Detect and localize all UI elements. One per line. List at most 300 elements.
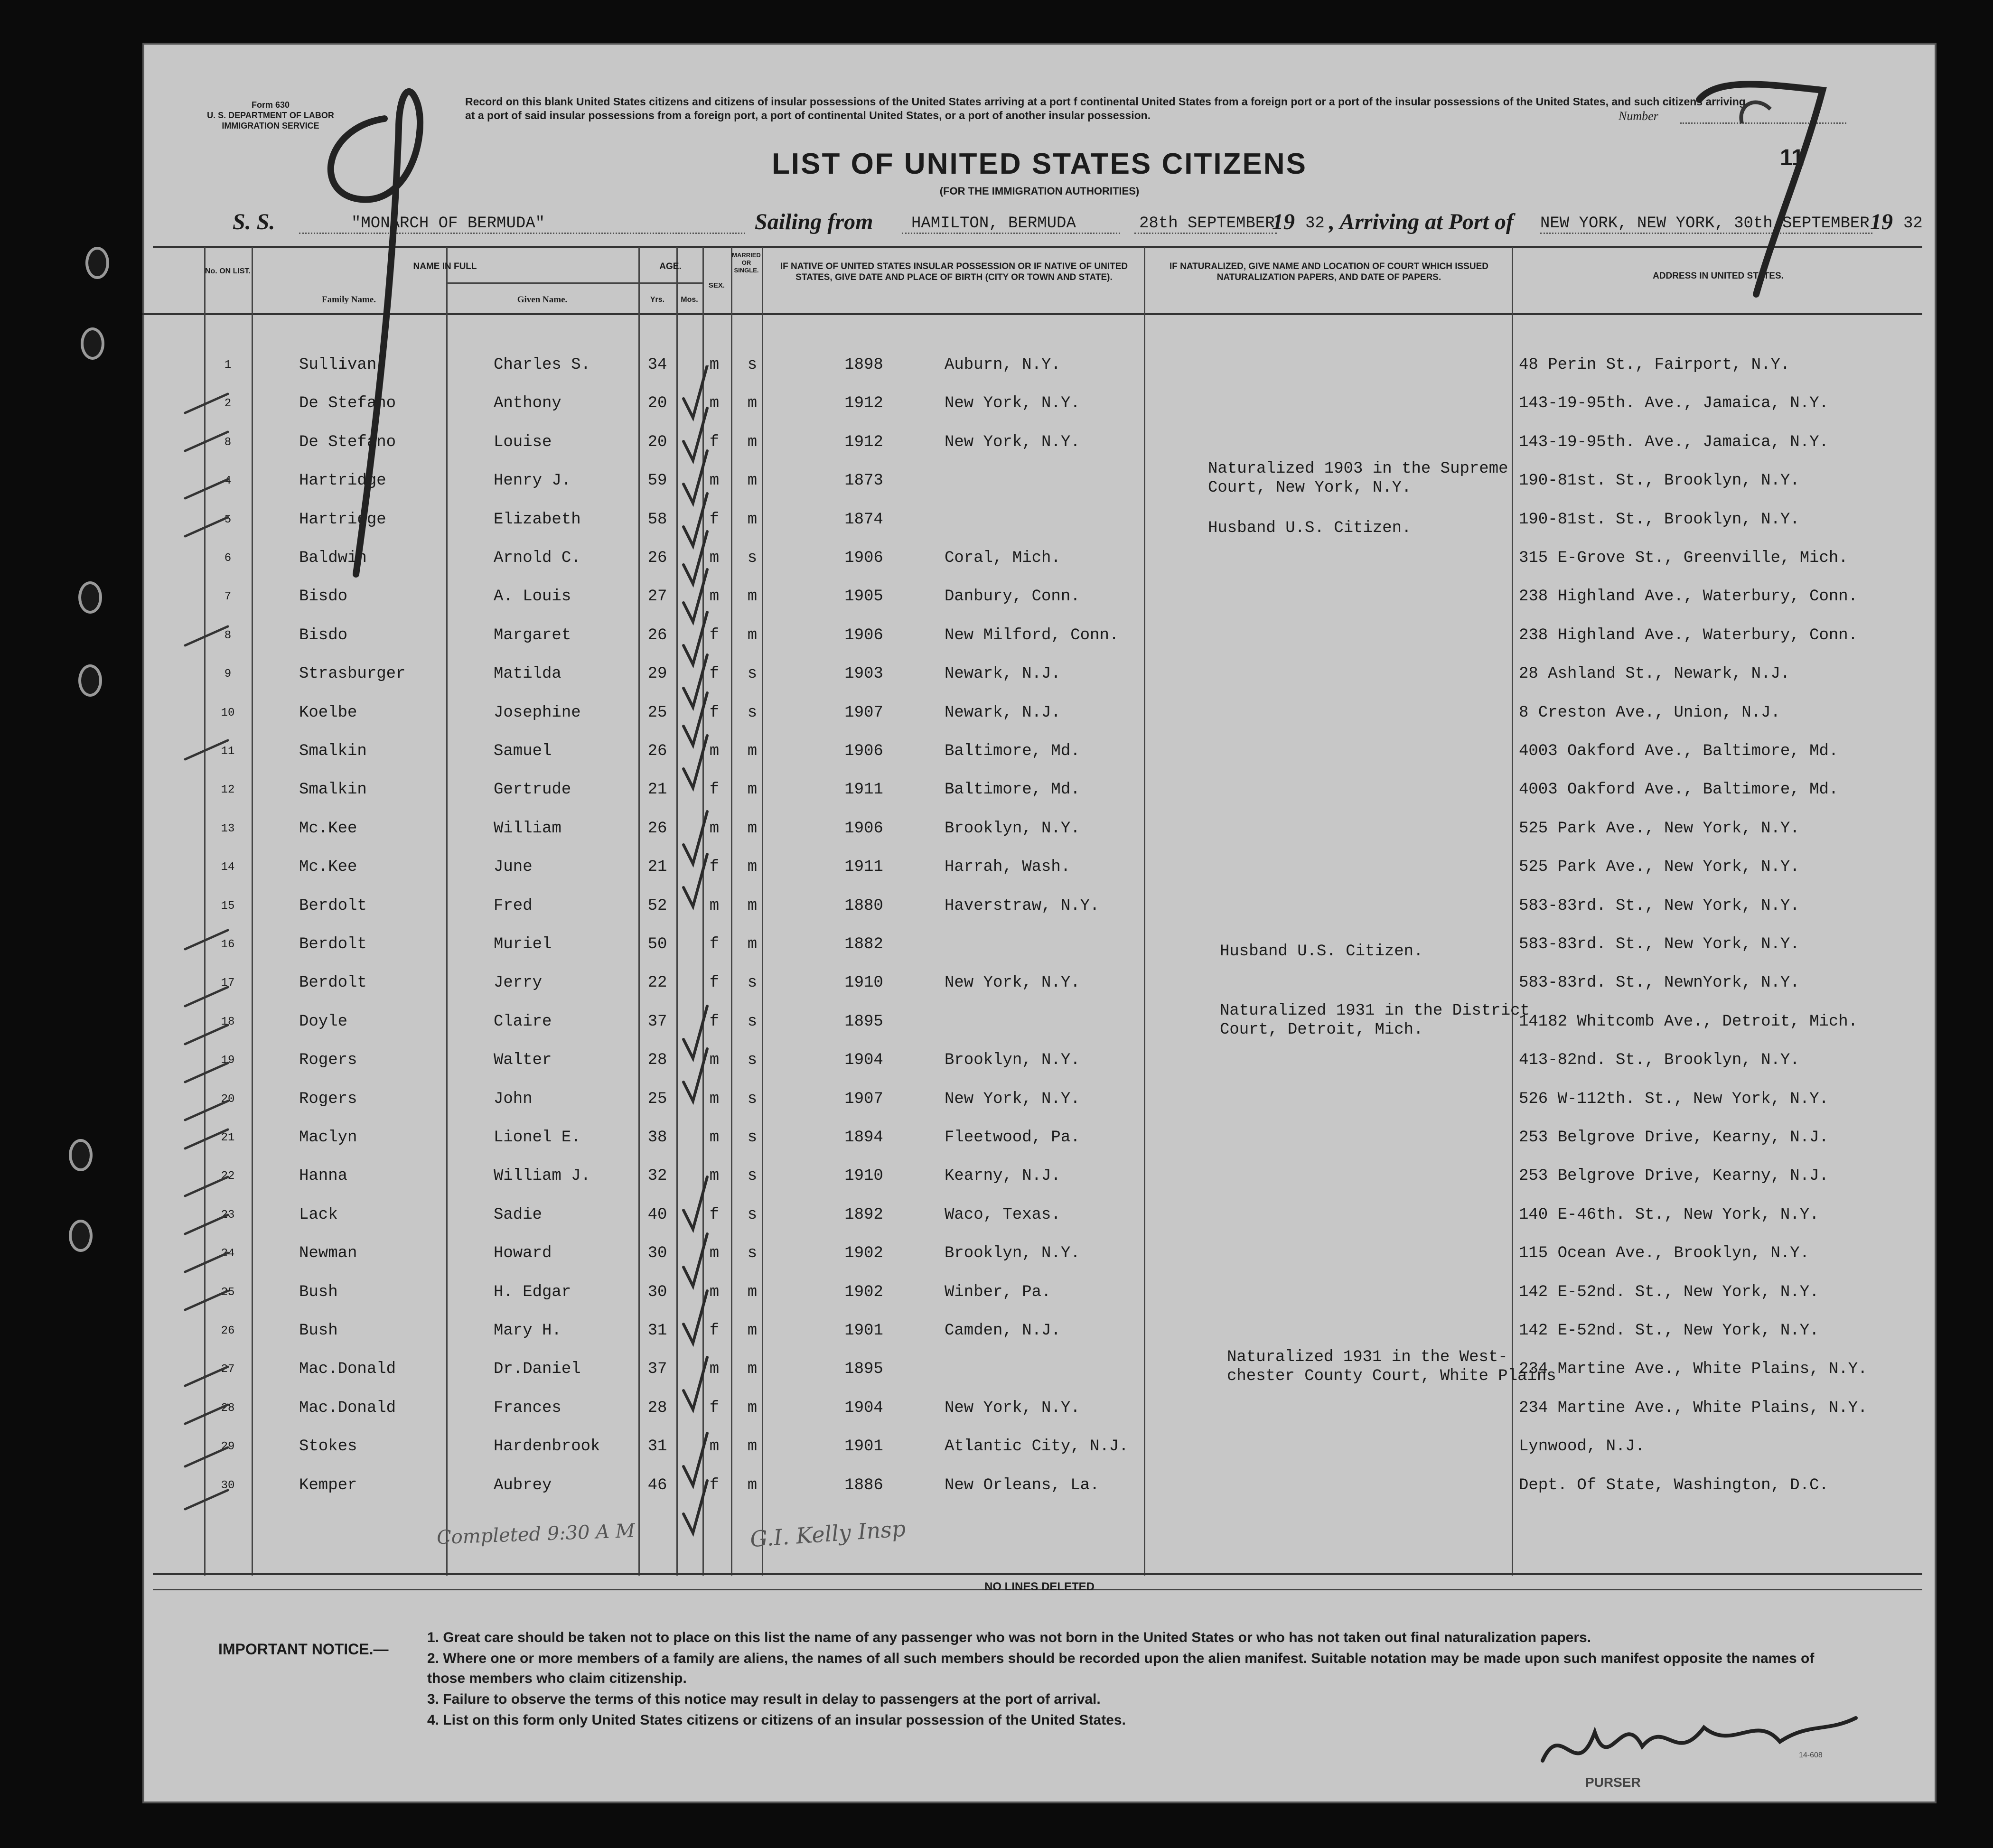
age-years: 30: [647, 1283, 667, 1301]
sailing-from-label: Sailing from: [755, 209, 873, 234]
table-row: [142, 897, 1937, 935]
age-years: 26: [647, 742, 667, 760]
age-years: 59: [647, 472, 667, 490]
sex: f: [709, 703, 720, 722]
sex: f: [709, 1322, 720, 1340]
birth-place: Newark, N.J.: [945, 703, 1061, 722]
family-name: Smalkin: [299, 781, 367, 799]
list-number: 6: [224, 552, 232, 565]
marital-status: s: [747, 1090, 758, 1108]
family-name: Sullivan: [299, 356, 377, 374]
birth-year: 1874: [844, 510, 883, 529]
birth-place: Brooklyn, N.Y.: [945, 819, 1080, 838]
no-lines-deleted: NO LINES DELETED: [984, 1580, 1095, 1593]
age-years: 21: [647, 781, 667, 799]
marital-status: s: [747, 1012, 758, 1031]
sex: m: [709, 1051, 720, 1070]
marital-status: m: [747, 1476, 758, 1494]
family-name: Hanna: [299, 1167, 348, 1185]
given-name: Claire: [494, 1012, 552, 1031]
margin-ticks: [171, 342, 247, 1576]
family-name: Baldwin: [299, 549, 367, 567]
list-number: 7: [224, 590, 232, 604]
us-address: 190-81st. St., Brooklyn, N.Y.: [1519, 510, 1800, 529]
age-years: 28: [647, 1399, 667, 1417]
sex: f: [709, 1205, 720, 1224]
given-name: William: [494, 819, 561, 838]
age-years: 40: [647, 1205, 667, 1224]
list-number: 1: [224, 359, 232, 372]
handwritten-seven: [1680, 57, 1880, 304]
birth-place: New Milford, Conn.: [945, 626, 1119, 644]
family-name: De Stefano: [299, 394, 396, 413]
birth-place: Newark, N.J.: [945, 665, 1061, 683]
age-years: 28: [647, 1051, 667, 1070]
header-list-number: No. ON LIST.: [205, 267, 251, 275]
us-address: 583-83rd. St., New York, N.Y.: [1519, 935, 1800, 953]
sex: m: [709, 1244, 720, 1263]
us-address: Dept. Of State, Washington, D.C.: [1519, 1476, 1829, 1494]
table-row: [142, 1476, 1937, 1514]
sex: f: [709, 433, 720, 451]
birth-place: Haverstraw, N.Y.: [945, 896, 1100, 915]
sailing-year: 32: [1305, 215, 1325, 233]
birth-year: 1906: [844, 626, 883, 644]
sex: m: [709, 1167, 720, 1185]
marital-status: m: [747, 433, 758, 451]
birth-place: Brooklyn, N.Y.: [945, 1244, 1080, 1263]
table-row: [142, 1051, 1937, 1089]
sex: m: [709, 1360, 720, 1379]
sex: f: [709, 1476, 720, 1494]
table-row: [142, 1090, 1937, 1128]
birth-year: 1911: [844, 858, 883, 877]
birth-place: Atlantic City, N.J.: [945, 1437, 1129, 1456]
punch-hole: [69, 1220, 93, 1252]
sex: f: [709, 974, 720, 992]
age-years: 26: [647, 549, 667, 567]
list-number: 27: [221, 1363, 235, 1376]
us-address: 142 E-52nd. St., New York, N.Y.: [1519, 1322, 1819, 1340]
given-name: June: [494, 858, 533, 877]
family-name: Mac.Donald: [299, 1360, 396, 1379]
punch-hole: [85, 247, 109, 279]
birth-year: 1880: [844, 896, 883, 915]
purser-signature: [1533, 1689, 1865, 1784]
family-name: Maclyn: [299, 1129, 357, 1147]
family-name: Newman: [299, 1244, 357, 1263]
us-address: 525 Park Ave., New York, N.Y.: [1519, 858, 1800, 877]
given-name: H. Edgar: [494, 1283, 571, 1301]
table-row: [142, 1437, 1937, 1475]
given-name: Hardenbrook: [494, 1437, 600, 1456]
list-number: 29: [221, 1440, 235, 1454]
marital-status: m: [747, 935, 758, 953]
us-address: 28 Ashland St., Newark, N.J.: [1519, 665, 1790, 683]
sex: m: [709, 472, 720, 490]
age-years: 37: [647, 1360, 667, 1379]
family-name: Bisdo: [299, 588, 348, 606]
marital-status: m: [747, 1437, 758, 1456]
naturalization-note: Naturalized 1931 in the District Court, Detroit, Mich.: [1220, 1002, 1530, 1039]
given-name: Walter: [494, 1051, 552, 1070]
us-address: Lynwood, N.J.: [1519, 1437, 1645, 1456]
arrival-year: 32: [1903, 215, 1923, 233]
us-address: 190-81st. St., Brooklyn, N.Y.: [1519, 472, 1800, 490]
family-name: Strasburger: [299, 665, 406, 683]
inspector-signature: G.I. Kelly Insp: [749, 1515, 907, 1552]
us-address: 140 E-46th. St., New York, N.Y.: [1519, 1205, 1819, 1224]
given-name: Dr.Daniel: [494, 1360, 581, 1379]
table-row: [142, 1013, 1937, 1051]
department-name: U. S. DEPARTMENT OF LABOR: [207, 111, 334, 120]
birth-year: 1903: [844, 665, 883, 683]
birth-place: New York, N.Y.: [945, 433, 1080, 451]
notice-item: 1. Great care should be taken not to place on this list the name of any passenger who was not born in the United States or who has not taken out final naturalization papers.: [427, 1630, 1591, 1645]
age-years: 26: [647, 626, 667, 644]
given-name: Anthony: [494, 394, 561, 413]
given-name: Lionel E.: [494, 1129, 581, 1147]
birth-year: 1902: [844, 1244, 883, 1263]
table-bottom-rule: [153, 1573, 1922, 1575]
ss-label: S. S.: [233, 209, 275, 234]
sailing-date: 28th SEPTEMBER: [1134, 215, 1277, 234]
us-address: 4003 Oakford Ave., Baltimore, Md.: [1519, 742, 1839, 760]
header-family-name: Family Name.: [322, 295, 376, 305]
family-name: Berdolt: [299, 896, 367, 915]
us-address: 143-19-95th. Ave., Jamaica, N.Y.: [1519, 433, 1829, 451]
us-address: 525 Park Ave., New York, N.Y.: [1519, 819, 1800, 838]
service-name: IMMIGRATION SERVICE: [222, 121, 319, 131]
sex: f: [709, 781, 720, 799]
birth-place: Waco, Texas.: [945, 1205, 1061, 1224]
list-number: 20: [221, 1092, 235, 1106]
birth-year: 1895: [844, 1012, 883, 1031]
family-name: Mac.Donald: [299, 1399, 396, 1417]
given-name: Howard: [494, 1244, 552, 1263]
age-years: 26: [647, 819, 667, 838]
sex: f: [709, 1012, 720, 1031]
stamp-code: 14-608: [1799, 1751, 1823, 1759]
list-number: 10: [221, 706, 235, 719]
marital-status: s: [747, 703, 758, 722]
birth-year: 1906: [844, 549, 883, 567]
list-number: 16: [221, 938, 235, 951]
marital-status: m: [747, 1283, 758, 1301]
us-address: 253 Belgrove Drive, Kearny, N.J.: [1519, 1129, 1829, 1147]
header-naturalized: IF NATURALIZED, GIVE NAME AND LOCATION OF COURT WHICH ISSUED NATURALIZATION PAPERS, AND DATE OF PAPERS.: [1169, 261, 1488, 282]
notice-item: 3. Failure to observe the terms of this notice may result in delay to passengers at the port of arrival.: [427, 1691, 1101, 1707]
us-address: 14182 Whitcomb Ave., Detroit, Mich.: [1519, 1012, 1858, 1031]
form-instructions: Record on this blank United States citizens and citizens of insular possessions of the United States arriving at a port f continental United States from a foreign port or a port of the insular possessions of the United States, and such citizens arriving at a port of said insular possessions from a foreign port, a port of continental United States, or a port of another insular possession.: [465, 95, 1746, 121]
table-row: [142, 1322, 1937, 1360]
table-row: [142, 1244, 1937, 1282]
page-subtitle: (FOR THE IMMIGRATION AUTHORITIES): [939, 185, 1140, 197]
given-name: Elizabeth: [494, 510, 581, 529]
sailing-year-prefix: 19: [1272, 209, 1295, 234]
header-age-years: Yrs.: [650, 296, 665, 304]
birth-year: 1911: [844, 781, 883, 799]
table-row: [142, 1399, 1937, 1437]
sex: f: [709, 935, 720, 953]
us-address: 413-82nd. St., Brooklyn, N.Y.: [1519, 1051, 1800, 1070]
us-address: 238 Highland Ave., Waterbury, Conn.: [1519, 626, 1858, 644]
list-number: 30: [221, 1479, 235, 1492]
list-number: 9: [224, 668, 232, 681]
header-given-name: Given Name.: [517, 295, 568, 305]
naturalization-note: Naturalized 1931 in the West- chester County Court, White Plains: [1227, 1348, 1556, 1385]
marital-status: m: [747, 896, 758, 915]
list-number: 23: [221, 1208, 235, 1222]
age-years: 58: [647, 510, 667, 529]
given-name: Arnold C.: [494, 549, 581, 567]
marital-status: m: [747, 858, 758, 877]
us-address: 238 Highland Ave., Waterbury, Conn.: [1519, 588, 1858, 606]
sex: f: [709, 510, 720, 529]
list-number: 14: [221, 861, 235, 874]
sex: m: [709, 819, 720, 838]
given-name: Charles S.: [494, 356, 591, 374]
header-married-single: MARRIED OR SINGLE.: [732, 252, 761, 274]
birth-year: 1898: [844, 356, 883, 374]
naturalization-note: Naturalized 1903 in the Supreme Court, New York, N.Y.: [1208, 460, 1508, 497]
header-sex: SEX.: [708, 281, 725, 289]
family-name: Bush: [299, 1283, 338, 1301]
arrival-port: NEW YORK, NEW YORK, 30th SEPTEMBER: [1540, 215, 1872, 234]
family-name: Stokes: [299, 1437, 357, 1456]
table-row: [142, 1167, 1937, 1205]
age-years: 25: [647, 703, 667, 722]
birth-year: 1895: [844, 1360, 883, 1379]
given-name: Frances: [494, 1399, 561, 1417]
notice-item: 2. Where one or more members of a family are aliens, the names of all such members should be recorded upon the alien manifest. Suitable notation may be made upon such manifest opposite the names of those members who claim citizenship.: [427, 1651, 1815, 1686]
age-years: 31: [647, 1322, 667, 1340]
us-address: 234 Martine Ave., White Plains, N.Y.: [1519, 1360, 1868, 1379]
birth-place: Auburn, N.Y.: [945, 356, 1061, 374]
marital-status: s: [747, 1205, 758, 1224]
birth-year: 1901: [844, 1437, 883, 1456]
given-name: William J.: [494, 1167, 591, 1185]
notice-item: 4. List on this form only United States citizens or citizens of an insular possession of the United States.: [427, 1712, 1126, 1728]
marital-status: m: [747, 742, 758, 760]
given-name: Samuel: [494, 742, 552, 760]
given-name: Aubrey: [494, 1476, 552, 1494]
list-number: 8: [224, 629, 232, 642]
given-name: Margaret: [494, 626, 571, 644]
us-address: 8 Creston Ave., Union, N.J.: [1519, 703, 1780, 722]
table-row: [142, 1206, 1937, 1244]
birth-place: New York, N.Y.: [945, 974, 1080, 992]
marital-status: m: [747, 1399, 758, 1417]
arriving-label: , Arriving at Port of: [1329, 209, 1514, 234]
punch-hole: [81, 327, 104, 360]
family-name: Bush: [299, 1322, 338, 1340]
us-address: 526 W-112th. St., New York, N.Y.: [1519, 1090, 1829, 1108]
birth-year: 1910: [844, 1167, 883, 1185]
age-years: 21: [647, 858, 667, 877]
given-name: Sadie: [494, 1205, 543, 1224]
age-years: 20: [647, 433, 667, 451]
list-number: 17: [221, 977, 235, 990]
birth-year: 1906: [844, 742, 883, 760]
age-years: 30: [647, 1244, 667, 1263]
given-name: Mary H.: [494, 1322, 561, 1340]
table-row: [142, 665, 1937, 703]
birth-place: Baltimore, Md.: [945, 781, 1080, 799]
birth-place: New Orleans, La.: [945, 1476, 1100, 1494]
us-address: 234 Martine Ave., White Plains, N.Y.: [1519, 1399, 1868, 1417]
page-title: LIST OF UNITED STATES CITIZENS: [772, 148, 1307, 180]
sex: m: [709, 1090, 720, 1108]
list-number: 2: [224, 397, 232, 411]
age-years: 27: [647, 588, 667, 606]
table-row: [142, 742, 1937, 780]
punch-hole: [78, 581, 102, 614]
sex: m: [709, 896, 720, 915]
birth-place: Brooklyn, N.Y.: [945, 1051, 1080, 1070]
sex: m: [709, 549, 720, 567]
marital-status: s: [747, 1244, 758, 1263]
marital-status: s: [747, 549, 758, 567]
family-name: Berdolt: [299, 974, 367, 992]
table-row: [142, 626, 1937, 664]
birth-year: 1882: [844, 935, 883, 953]
family-name: Hartridge: [299, 472, 386, 490]
birth-year: 1904: [844, 1399, 883, 1417]
given-name: A. Louis: [494, 588, 571, 606]
table-row: [142, 1360, 1937, 1398]
age-years: 20: [647, 394, 667, 413]
birth-place: New York, N.Y.: [945, 1090, 1080, 1108]
marital-status: s: [747, 1129, 758, 1147]
birth-place: Camden, N.J.: [945, 1322, 1061, 1340]
birth-place: Harrah, Wash.: [945, 858, 1071, 877]
birth-place: Winber, Pa.: [945, 1283, 1051, 1301]
birth-year: 1912: [844, 394, 883, 413]
age-years: 50: [647, 935, 667, 953]
us-address: 315 E-Grove St., Greenville, Mich.: [1519, 549, 1848, 567]
notice-title: IMPORTANT NOTICE.—: [218, 1641, 389, 1658]
ship-name: "MONARCH OF BERMUDA": [299, 215, 745, 234]
marital-status: m: [747, 510, 758, 529]
punch-hole: [69, 1139, 93, 1171]
us-address: 142 E-52nd. St., New York, N.Y.: [1519, 1283, 1819, 1301]
birth-year: 1904: [844, 1051, 883, 1070]
list-number: 19: [221, 1054, 235, 1067]
marital-status: m: [747, 588, 758, 606]
departure-port: HAMILTON, BERMUDA: [902, 215, 1120, 234]
age-years: 34: [647, 356, 667, 374]
birth-year: 1907: [844, 703, 883, 722]
list-number: 26: [221, 1325, 235, 1337]
purser-label: PURSER: [1585, 1775, 1641, 1790]
birth-year: 1886: [844, 1476, 883, 1494]
age-years: 52: [647, 896, 667, 915]
family-name: De Stefano: [299, 433, 396, 451]
birth-place: New York, N.Y.: [945, 394, 1080, 413]
marital-status: m: [747, 1322, 758, 1340]
given-name: Matilda: [494, 665, 561, 683]
marital-status: s: [747, 1167, 758, 1185]
header-age-months: Mos.: [681, 296, 698, 304]
family-name: Smalkin: [299, 742, 367, 760]
table-row: [142, 935, 1937, 973]
number-label: Number: [1619, 109, 1658, 123]
sex: m: [709, 588, 720, 606]
table-row: [142, 974, 1937, 1012]
birth-year: 1902: [844, 1283, 883, 1301]
marital-status: s: [747, 665, 758, 683]
sex: m: [709, 742, 720, 760]
manifest-page: [142, 43, 1937, 1803]
age-years: 22: [647, 974, 667, 992]
family-name: Hartridge: [299, 510, 386, 529]
sex: m: [709, 394, 720, 413]
handwritten-nine: [228, 71, 560, 593]
family-name: Bisdo: [299, 626, 348, 644]
family-name: Lack: [299, 1205, 338, 1224]
marital-status: m: [747, 1360, 758, 1379]
given-name: Muriel: [494, 935, 552, 953]
birth-year: 1910: [844, 974, 883, 992]
age-years: 37: [647, 1012, 667, 1031]
birth-place: Coral, Mich.: [945, 549, 1061, 567]
sex: f: [709, 626, 720, 644]
sex: m: [709, 356, 720, 374]
family-name: Rogers: [299, 1090, 357, 1108]
birth-year: 1912: [844, 433, 883, 451]
us-address: 115 Ocean Ave., Brooklyn, N.Y.: [1519, 1244, 1810, 1263]
list-number: 5: [224, 513, 232, 526]
punch-hole: [78, 664, 102, 697]
birth-year: 1907: [844, 1090, 883, 1108]
marital-status: s: [747, 1051, 758, 1070]
arrival-year-prefix: 19: [1870, 209, 1893, 234]
list-number: 25: [221, 1286, 235, 1299]
given-name: Louise: [494, 433, 552, 451]
header-age: AGE.: [659, 261, 682, 271]
naturalization-note: Husband U.S. Citizen.: [1220, 943, 1423, 961]
marital-status: m: [747, 819, 758, 838]
family-name: Doyle: [299, 1012, 348, 1031]
sex: f: [709, 1399, 720, 1417]
us-address: 48 Perin St., Fairport, N.Y.: [1519, 356, 1790, 374]
family-name: Mc.Kee: [299, 858, 357, 877]
list-number: 4: [224, 475, 232, 488]
list-number: 22: [221, 1170, 235, 1183]
us-address: 583-83rd. St., NewnYork, N.Y.: [1519, 974, 1800, 992]
list-number: 12: [221, 784, 235, 797]
birth-place: New York, N.Y.: [945, 1399, 1080, 1417]
table-row: [142, 1129, 1937, 1167]
us-address: 143-19-95th. Ave., Jamaica, N.Y.: [1519, 394, 1829, 413]
age-header-rule: [638, 282, 702, 284]
list-number: 24: [221, 1247, 235, 1260]
family-name: Mc.Kee: [299, 819, 357, 838]
check-marks: [664, 365, 883, 1561]
sex: f: [709, 665, 720, 683]
family-name: Berdolt: [299, 935, 367, 953]
marital-status: m: [747, 626, 758, 644]
marital-status: m: [747, 781, 758, 799]
list-number: 8: [224, 436, 232, 449]
list-number: 18: [221, 1015, 235, 1028]
family-name: Kemper: [299, 1476, 357, 1494]
birth-year: 1906: [844, 819, 883, 838]
header-name-in-full: NAME IN FULL: [413, 261, 477, 271]
list-number: 21: [221, 1131, 235, 1144]
family-name: Koelbe: [299, 703, 357, 722]
